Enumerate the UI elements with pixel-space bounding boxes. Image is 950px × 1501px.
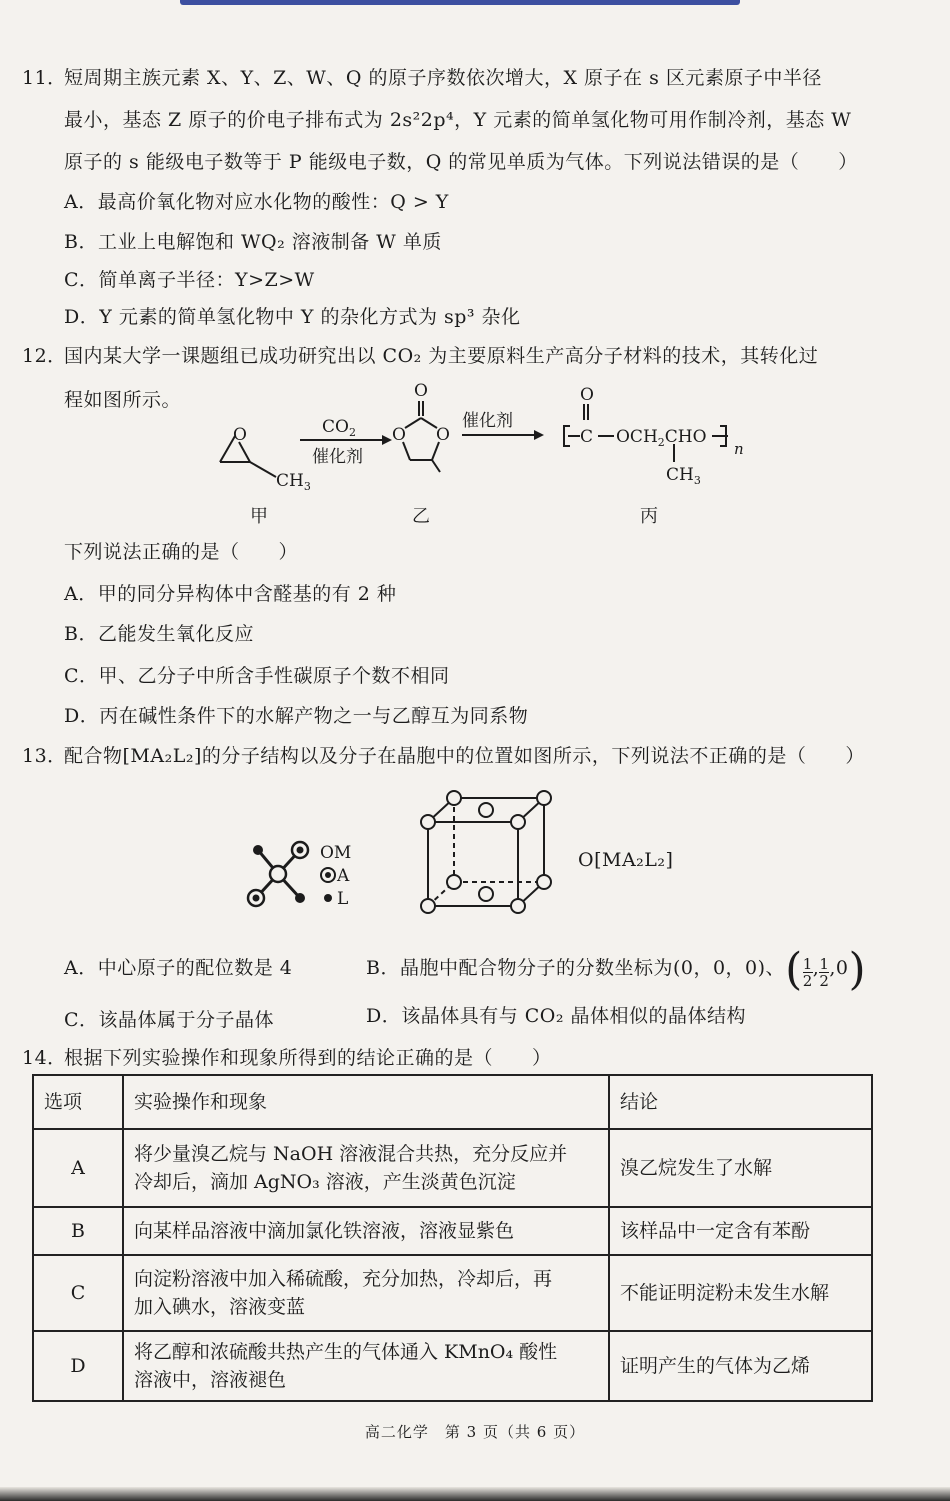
q11-option-b: B．工业上电解饱和 WQ₂ 溶液制备 W 单质 <box>64 231 442 253</box>
q12-option-c: C．甲、乙分子中所含手性碳原子个数不相同 <box>64 665 450 687</box>
cell-molecule <box>447 791 461 805</box>
atom-l-1 <box>253 845 263 855</box>
q12-reaction-scheme <box>200 374 790 534</box>
cell-molecule-face <box>479 887 493 901</box>
table-row: D 将乙醇和浓硫酸共热产生的气体通入 KMnO₄ 酸性 溶液中，溶液褪色 证明产生的气体为乙烯 <box>33 1331 872 1401</box>
reagent-co2: $CO_2$ <box>322 417 356 439</box>
catalyst-label-1: 催化剂 <box>312 447 363 467</box>
reaction-arrow-2-head <box>534 430 544 440</box>
legend-l-symbol <box>324 894 332 902</box>
label-yi: 乙 <box>412 506 430 527</box>
yi-ring-o-right: O <box>436 425 450 445</box>
q12-number: 12． <box>22 345 67 367</box>
header-option: 选项 <box>33 1075 123 1129</box>
bing-repeat-n: n <box>734 440 744 458</box>
q13-option-c: C．该晶体属于分子晶体 <box>64 1009 275 1031</box>
cell-molecule <box>421 815 435 829</box>
q13-option-d: D．该晶体具有与 CO₂ 晶体相似的晶体结构 <box>366 1005 747 1027</box>
yi-ring-o-left: O <box>392 425 406 445</box>
jia-ch3: $CH_3$ <box>276 471 311 493</box>
q13-unit-cell-figure <box>412 786 562 920</box>
q14-experiment-table <box>32 1074 873 1402</box>
cell-molecule <box>511 899 525 913</box>
compound-yi-structure <box>403 401 440 472</box>
header-operation: 实验操作和现象 <box>123 1075 609 1129</box>
bing-ch3: $CH_3$ <box>666 465 701 487</box>
label-bing: 丙 <box>640 506 658 527</box>
cell-molecule <box>537 791 551 805</box>
q12-option-d: D．丙在碱性条件下的水解产物之一与乙醇互为同系物 <box>64 705 529 727</box>
table-row: A 将少量溴乙烷与 NaOH 溶液混合共热，充分反应并 冷却后，滴加 AgNO₃ 溶液，产生淡黄色沉淀 溴乙烷发生了水解 <box>33 1129 872 1207</box>
page-bottom-edge <box>0 1487 950 1501</box>
page-footer: 高二化学 第 3 页（共 6 页） <box>364 1423 586 1441</box>
compound-jia-structure <box>220 436 276 477</box>
q11-option-a: A．最高价氧化物对应水化物的酸性：Q > Y <box>64 191 449 213</box>
q13-molecule-figure <box>236 830 376 920</box>
q13-stem: 13．配合物[MA₂L₂]的分子结构以及分子在晶胞中的位置如图所示，下列说法不正确的是（ ） <box>22 745 865 767</box>
legend-m: OM <box>320 843 352 863</box>
page-top-edge <box>180 0 740 5</box>
q13-cell-label: O[MA₂L₂] <box>578 849 674 871</box>
q12-option-a: A．甲的同分异构体中含醛基的有 2 种 <box>64 583 397 605</box>
q14-number: 14． <box>22 1047 67 1069</box>
cell-molecule <box>447 875 461 889</box>
atom-m-center <box>270 866 286 882</box>
q11-stem-line-2: 最小，基态 Z 原子的价电子排布式为 2s²2p⁴，Y 元素的简单氢化物可用作制冷剂，基态 W <box>64 109 852 131</box>
atom-l-2 <box>295 893 305 903</box>
table-header-row <box>33 1075 872 1129</box>
q13-number: 13． <box>22 745 67 767</box>
label-jia: 甲 <box>250 506 268 527</box>
reaction-arrow-1-head <box>382 435 392 445</box>
bing-carbon: C <box>580 427 594 447</box>
cell-molecule <box>511 815 525 829</box>
q11-stem-line-3: 原子的 s 能级电子数等于 P 能级电子数，Q 的常见单质为气体。下列说法错误的是（ ） <box>64 151 858 173</box>
q11-number: 11． <box>22 67 67 89</box>
legend-l: L <box>337 889 349 909</box>
table-row: B 向某样品溶液中滴加氯化铁溶液，溶液显紫色 该样品中一定含有苯酚 <box>33 1207 872 1255</box>
bing-chain: $OCH_2CHO$ <box>616 427 707 449</box>
q13-option-a: A．中心原子的配位数是 4 <box>64 957 293 979</box>
q13-option-b: B．晶胞中配合物分子的分数坐标为(0，0，0)、( $\frac{1}{2}$ , $\frac{1}{2}$ ,0) <box>366 944 867 995</box>
fraction-half-2: $\frac{1}{2}$ <box>819 955 830 990</box>
yi-carbonyl-o: O <box>414 381 428 401</box>
jia-o-atom: O <box>233 425 247 445</box>
cell-molecule <box>537 875 551 889</box>
catalyst-label-2: 催化剂 <box>462 411 513 431</box>
fraction-half-1: $\frac{1}{2}$ <box>802 955 813 990</box>
header-conclusion: 结论 <box>609 1075 872 1129</box>
cell-molecule <box>421 899 435 913</box>
q14-stem: 14．根据下列实验操作和现象所得到的结论正确的是（ ） <box>22 1047 552 1069</box>
q12-stem-line-2: 程如图所示。 <box>64 389 182 411</box>
q12-question: 下列说法正确的是（ ） <box>64 541 299 563</box>
q12-stem-line-1: 12．国内某大学一课题组已成功研究出以 CO₂ 为主要原料生产高分子材料的技术，其转化过 <box>22 345 819 367</box>
bing-carbonyl-o: O <box>580 385 594 405</box>
cell-molecule-face <box>479 803 493 817</box>
q12-option-b: B．乙能发生氧化反应 <box>64 623 254 645</box>
q11-stem-line-1: 11．短周期主族元素 X、Y、Z、W、Q 的原子序数依次增大，X 原子在 s 区元素原子中半径 <box>22 67 822 89</box>
q11-option-d: D．Y 元素的简单氢化物中 Y 的杂化方式为 sp³ 杂化 <box>64 306 521 328</box>
q11-option-c: C．简单离子半径：Y>Z>W <box>64 269 315 291</box>
table-row: C 向淀粉溶液中加入稀硫酸，充分加热，冷却后，再 加入碘水，溶液变蓝 不能证明淀粉未发生水解 <box>33 1255 872 1331</box>
legend-a: A <box>337 866 350 886</box>
